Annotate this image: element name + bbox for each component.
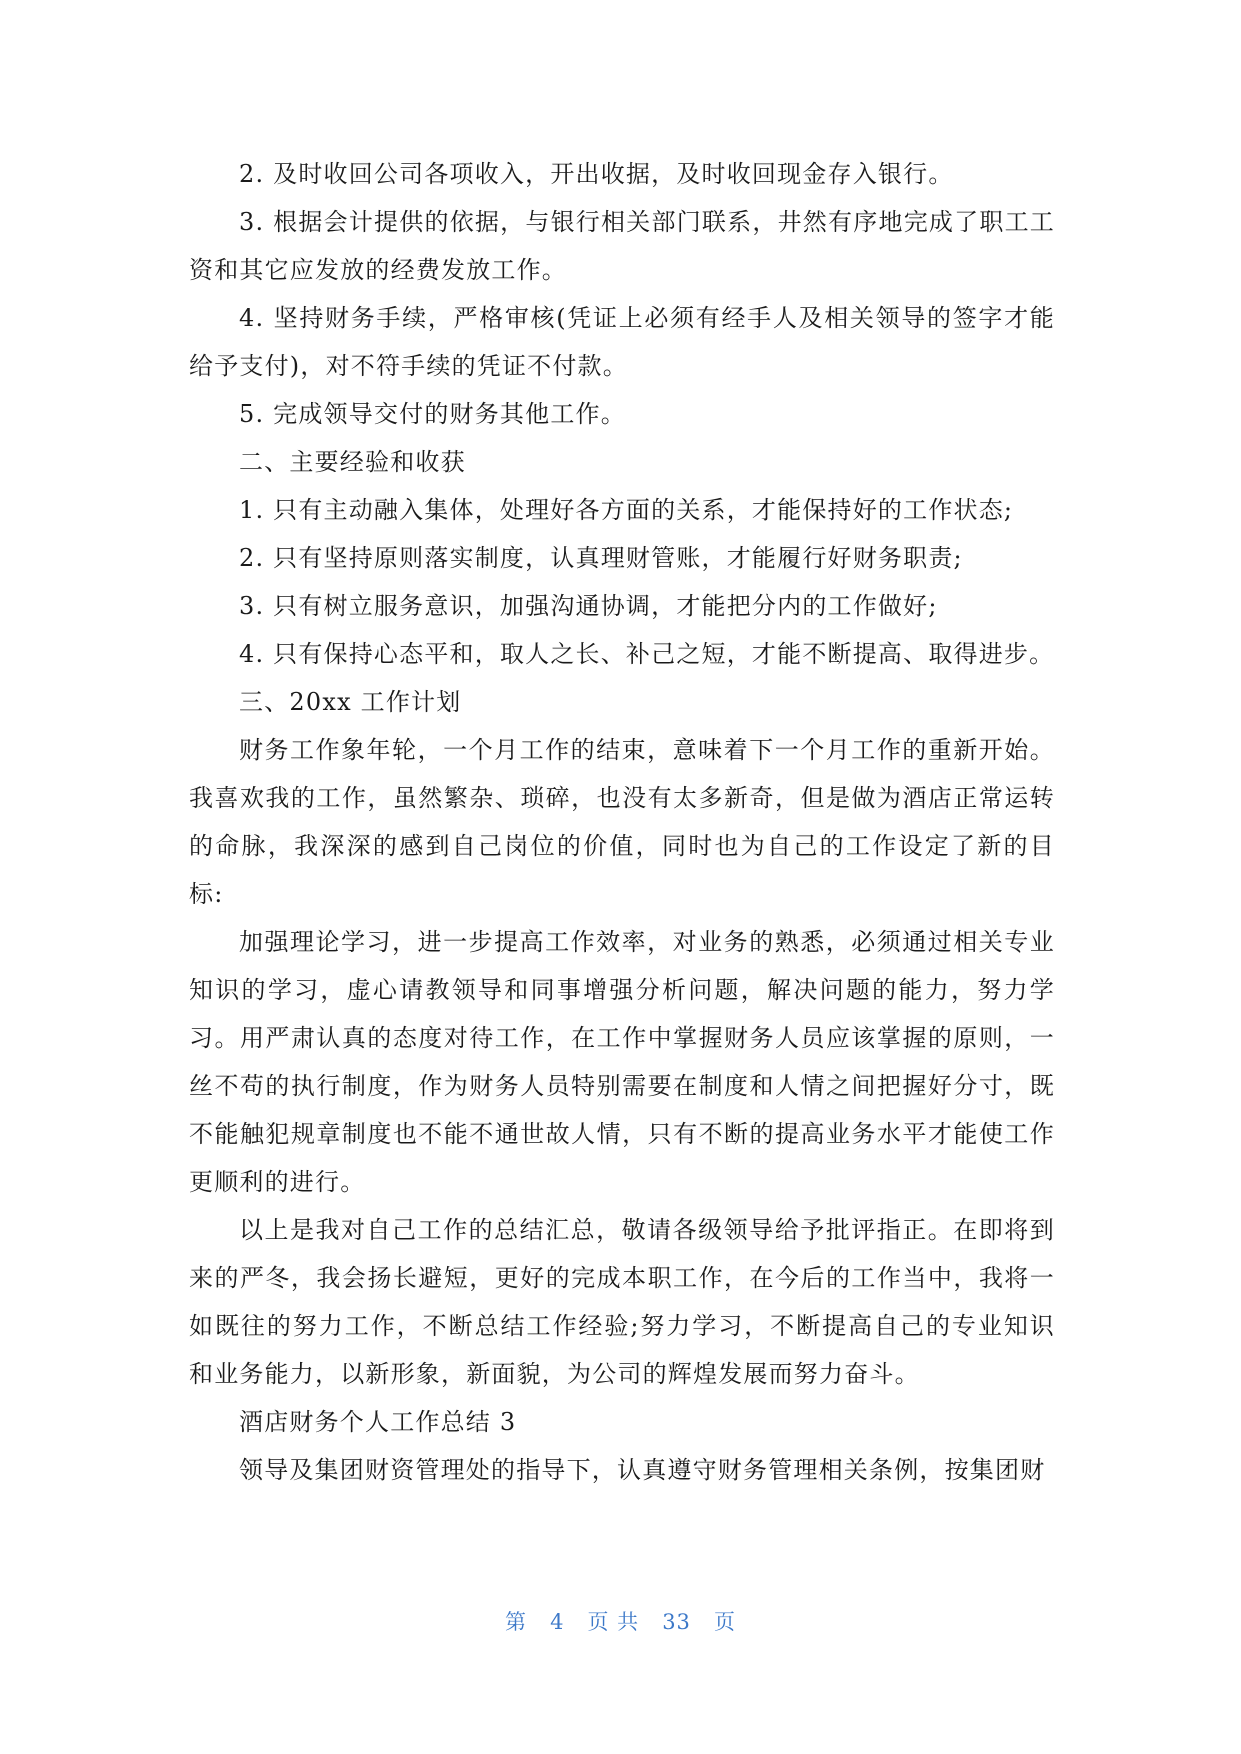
section-heading-3: 三、20xx 工作计划 xyxy=(239,688,462,716)
paragraph-6: 2. 只有坚持原则落实制度，认真理财管账，才能履行好财务职责; xyxy=(239,544,963,572)
current-page-number: 4 xyxy=(550,1610,565,1634)
paragraph-3: 4. 坚持财务手续，严格审核(凭证上必须有经手人及相关领导的签字才能给予支付)，对不符手续的凭证不付款。 xyxy=(189,304,1055,380)
paragraph-9: 财务工作象年轮，一个月工作的结束，意味着下一个月工作的重新开始。我喜欢我的工作，虽然繁杂、琐碎，也没有太多新奇，但是做为酒店正常运转的命脉，我深深的感到自己岗位的价值，同时也为自己的工作设定了新的目标: xyxy=(189,736,1055,908)
footer-label-ye-gong: 页 共 xyxy=(587,1610,640,1634)
paragraph-8: 4. 只有保持心态平和，取人之长、补己之短，才能不断提高、取得进步。 xyxy=(239,640,1055,668)
footer-label-di: 第 xyxy=(505,1610,528,1634)
paragraph-4: 5. 完成领导交付的财务其他工作。 xyxy=(239,400,626,428)
paragraph-7: 3. 只有树立服务意识，加强沟通协调，才能把分内的工作做好; xyxy=(239,592,938,620)
paragraph-2: 3. 根据会计提供的依据，与银行相关部门联系，井然有序地完成了职工工资和其它应发放的经费发放工作。 xyxy=(189,208,1055,284)
paragraph-12: 领导及集团财资管理处的指导下，认真遵守财务管理相关条例，按集团财 xyxy=(239,1456,1046,1484)
paragraph-11: 以上是我对自己工作的总结汇总，敬请各级领导给予批评指正。在即将到来的严冬，我会扬长避短，更好的完成本职工作，在今后的工作当中，我将一如既往的努力工作，不断总结工作经验;努力学习，不断提高自己的专业知识和业务能力，以新形象，新面貌，为公司的辉煌发展而努力奋斗。 xyxy=(189,1216,1055,1388)
subtitle-summary-3: 酒店财务个人工作总结 3 xyxy=(239,1408,517,1436)
paragraph-10: 加强理论学习，进一步提高工作效率，对业务的熟悉，必须通过相关专业知识的学习，虚心请教领导和同事增强分析问题，解决问题的能力，努力学习。用严肃认真的态度对待工作，在工作中掌握财务人员应该掌握的原则，一丝不苟的执行制度，作为财务人员特别需要在制度和人情之间把握好分寸，既不能触犯规章制度也不能不通世故人情，只有不断的提高业务水平才能使工作更顺利的进行。 xyxy=(189,928,1055,1196)
page-footer xyxy=(0,1606,1241,1636)
total-pages-number: 33 xyxy=(662,1610,691,1634)
footer-label-ye: 页 xyxy=(713,1610,736,1634)
document-body xyxy=(189,150,1055,1494)
paragraph-5: 1. 只有主动融入集体，处理好各方面的关系，才能保持好的工作状态; xyxy=(239,496,1014,524)
section-heading-2: 二、主要经验和收获 xyxy=(239,448,466,476)
paragraph-1: 2. 及时收回公司各项收入，开出收据，及时收回现金存入银行。 xyxy=(239,160,954,188)
